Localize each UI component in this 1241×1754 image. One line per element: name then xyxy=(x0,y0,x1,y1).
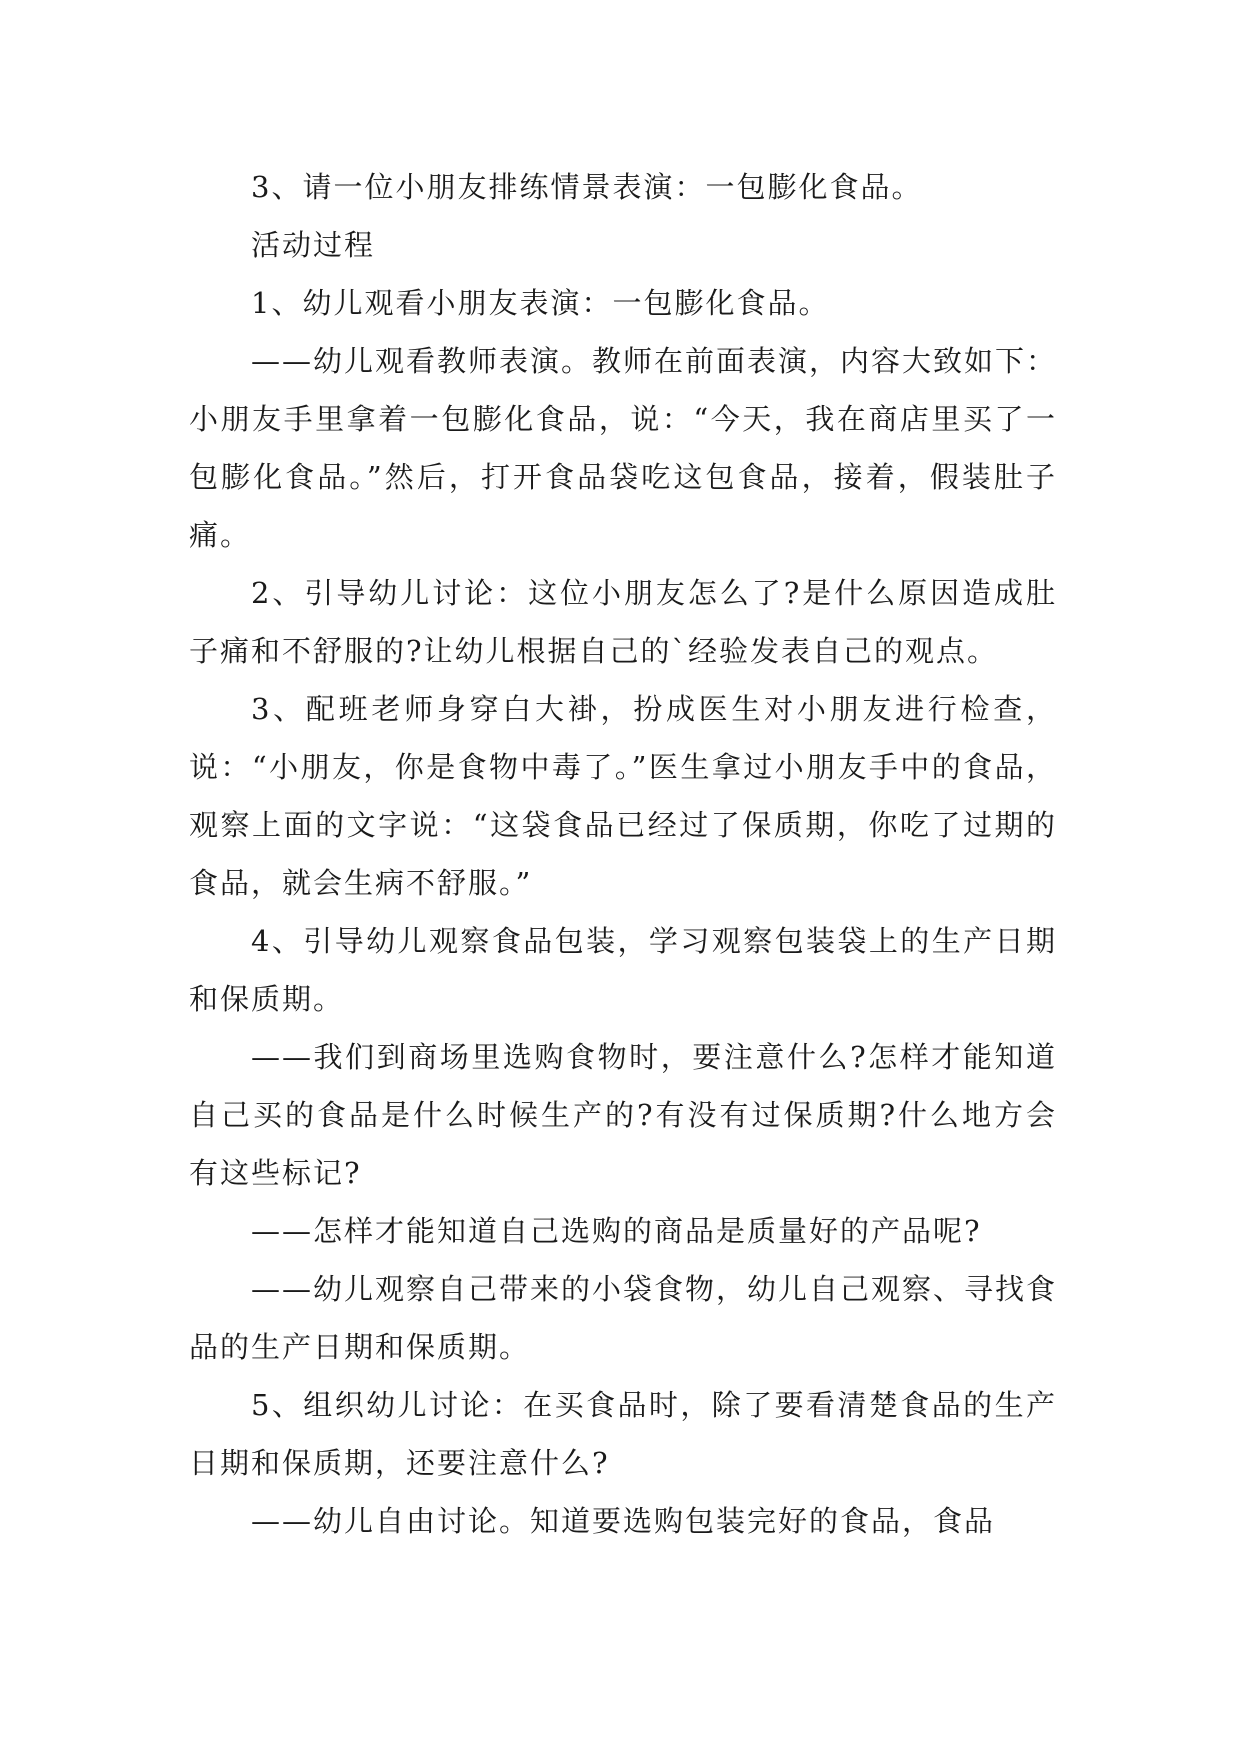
paragraph-observe-food: ——幼儿观察自己带来的小袋食物，幼儿自己观察、寻找食品的生产日期和保质期。 xyxy=(189,1272,1058,1364)
paragraph-step-4: 4、引导幼儿观察食品包装，学习观察包装袋上的生产日期和保质期。 xyxy=(189,924,1057,1016)
paragraph-step-5: 5、组织幼儿讨论：在买食品时，除了要看清楚食品的生产日期和保质期，还要注意什么? xyxy=(189,1388,1057,1480)
paragraph-step-1: 1、幼儿观看小朋友表演：一包膨化食品。 xyxy=(251,286,830,320)
paragraph-shopping-questions: ——我们到商场里选购食物时，要注意什么?怎样才能知道自己买的食品是什么时候生产的?有没有过保质期?什么地方会有这些标记? xyxy=(189,1040,1057,1190)
section-heading-activity-process: 活动过程 xyxy=(251,228,376,262)
paragraph-step-3: 3、配班老师身穿白大褂，扮成医生对小朋友进行检查，说：“小朋友，你是食物中毒了。”医生拿过小朋友手中的食品，观察上面的文字说：“这袋食品已经过了保质期，你吃了过期的食品，就会生病不舒服。” xyxy=(189,692,1057,900)
paragraph-quality-question: ——怎样才能知道自己选购的商品是质量好的产品呢? xyxy=(251,1214,982,1248)
paragraph-free-discussion: ——幼儿自由讨论。知道要选购包装完好的食品，食品 xyxy=(251,1504,996,1538)
paragraph-step-2: 2、引导幼儿讨论：这位小朋友怎么了?是什么原因造成肚子痛和不舒服的?让幼儿根据自己的`经验发表自己的观点。 xyxy=(189,576,1057,668)
paragraph-prep-3: 3、请一位小朋友排练情景表演：一包膨化食品。 xyxy=(251,170,923,204)
paragraph-teacher-performance: ——幼儿观看教师表演。教师在前面表演，内容大致如下：小朋友手里拿着一包膨化食品，说：“今天，我在商店里买了一包膨化食品。”然后，打开食品袋吃这包食品，接着，假装肚子痛。 xyxy=(189,344,1058,552)
document-body xyxy=(189,158,1057,1550)
